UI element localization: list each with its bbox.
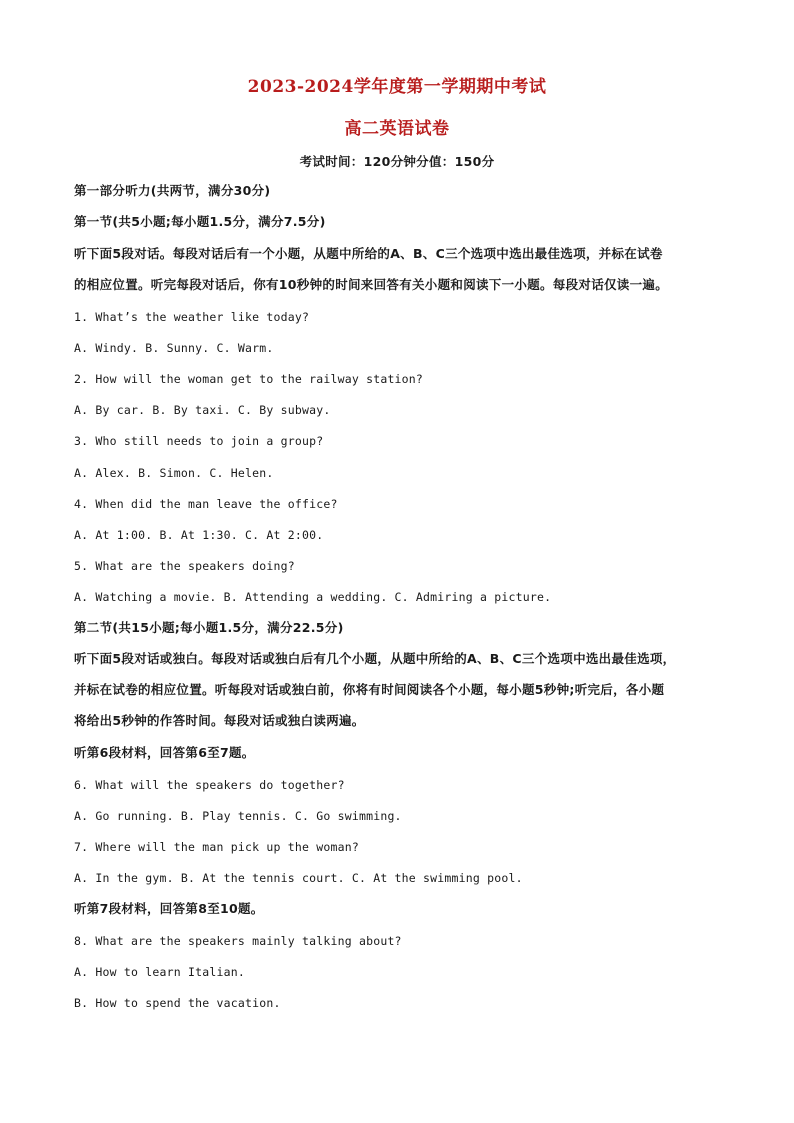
section1-heading: 第一节(共5小题;每小题1.5分，满分7.5分) (74, 214, 326, 229)
question-8-option-a: A. How to learn Italian. (74, 965, 245, 979)
question-6: 6. What will the speakers do together? (74, 778, 345, 792)
question-2: 2. How will the woman get to the railway station? (74, 372, 424, 386)
section1-instructions-line1: 听下面5段对话。每段对话后有一个小题，从题中所给的A、B、C三个选项中选出最佳选项，并标在试卷 (74, 246, 663, 261)
question-5-options: A. Watching a movie. B. Attending a wedding. C. Admiring a picture. (74, 590, 552, 604)
question-5: 5. What are the speakers doing? (74, 559, 295, 573)
section1-instructions-line2: 的相应位置。听完每段对话后，你有10秒钟的时间来回答有关小题和阅读下一小题。每段对话仅读一遍。 (74, 277, 668, 292)
section2-heading: 第二节(共15小题;每小题1.5分，满分22.5分) (74, 620, 344, 635)
question-7-options: A. In the gym. B. At the tennis court. C. At the swimming pool. (74, 871, 523, 885)
question-3: 3. Who still needs to join a group? (74, 434, 324, 448)
question-6-options: A. Go running. B. Play tennis. C. Go swimming. (74, 809, 402, 823)
section2-instructions-line1: 听下面5段对话或独白。每段对话或独白后有几个小题，从题中所给的A、B、C三个选项中选出最佳选项， (74, 651, 676, 666)
question-2-options: A. By car. B. By taxi. C. By subway. (74, 403, 331, 417)
question-1-options: A. Windy. B. Sunny. C. Warm. (74, 341, 274, 355)
part1-heading: 第一部分听力(共两节，满分30分) (74, 183, 271, 198)
question-4-options: A. At 1:00. B. At 1:30. C. At 2:00. (74, 528, 324, 542)
exam-title: 2023-2024学年度第一学期期中考试 (247, 77, 547, 97)
question-4: 4. When did the man leave the office? (74, 497, 338, 511)
question-3-options: A. Alex. B. Simon. C. Helen. (74, 466, 274, 480)
exam-subtitle: 高二英语试卷 (344, 119, 450, 139)
exam-info: 考试时间：120分钟分值：150分 (299, 154, 495, 169)
question-7: 7. Where will the man pick up the woman? (74, 840, 359, 854)
question-8: 8. What are the speakers mainly talking about? (74, 934, 402, 948)
question-8-option-b: B. How to spend the vacation. (74, 996, 281, 1010)
question-1: 1. What’s the weather like today? (74, 310, 310, 324)
material-7-heading: 听第7段材料，回答第8至10题。 (74, 901, 264, 916)
section2-instructions-line2: 并标在试卷的相应位置。听每段对话或独白前，你将有时间阅读各个小题，每小题5秒钟;听完后，各小题 (74, 682, 665, 697)
section2-instructions-line3: 将给出5秒钟的作答时间。每段对话或独白读两遍。 (74, 713, 365, 728)
material-6-heading: 听第6段材料，回答第6至7题。 (74, 745, 255, 760)
